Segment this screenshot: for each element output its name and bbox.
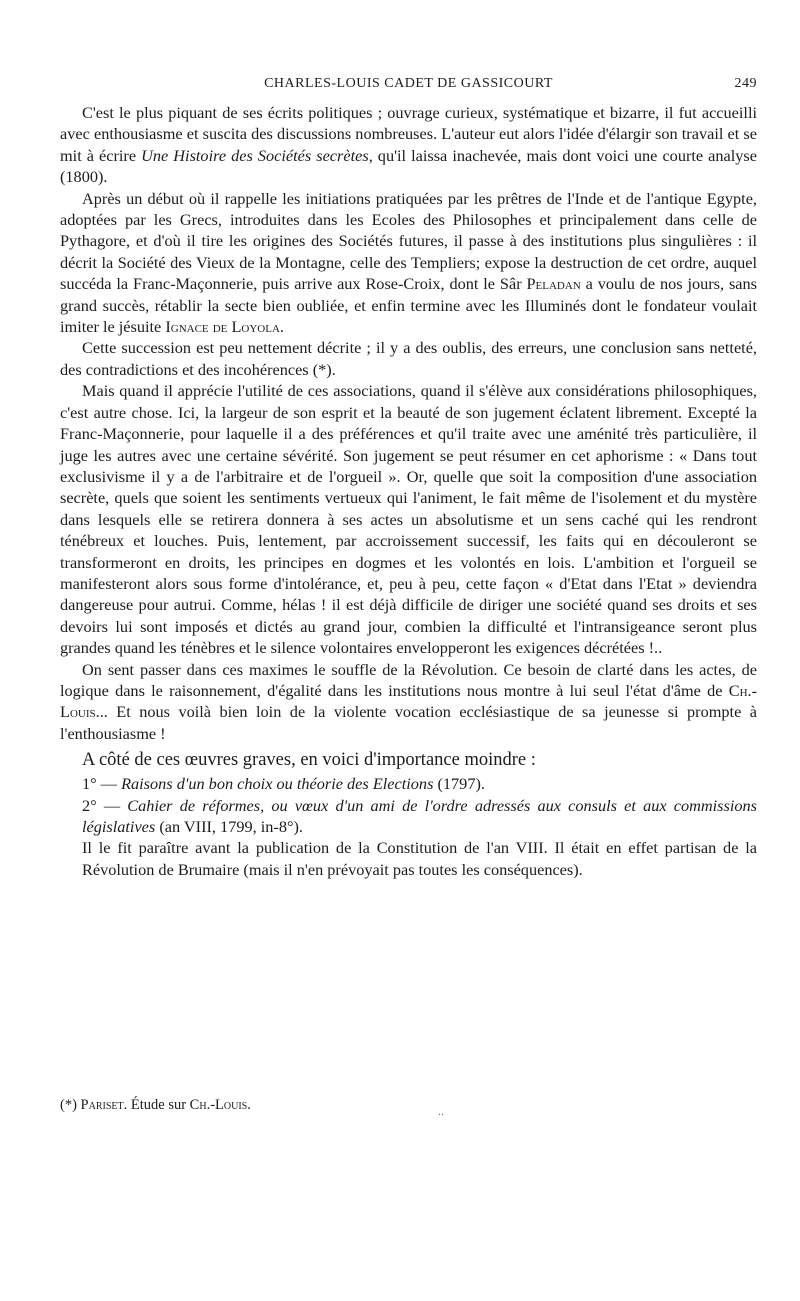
text-run: C'est le plus piquant de ses écrits politiques ; ouvrage curieux, systématique et bizarre, il fut accueilli avec enthousiasme et suscita des discussions nombreuses. L'auteur eut alors l'idée d'élargir son travail et se mit à écrire [60, 103, 757, 165]
paragraph-5 [60, 659, 757, 745]
text-run: Cette succession est peu nettement décrite ; il y a des oublis, des erreurs, une conclusion sans netteté, des contradictions et des incohérences (*). [60, 338, 757, 379]
small-caps-run: Ch.-Louis [189, 1097, 248, 1113]
stray-mark: .. [438, 1104, 444, 1118]
italic-run: Raisons d'un bon choix ou théorie des Elections [121, 774, 434, 794]
text-run: (1797). [433, 774, 485, 794]
small-caps-run: Ch.-Louis [60, 680, 757, 722]
text-run: Il le fit paraître avant la publication de la Constitution de l'an VIII. Il était en effet partisan de la Révolution de Brumaire (mais il n'en prévoyait pas toutes les conséquences). [82, 838, 757, 879]
text-run: ... Et nous voilà bien loin de la violente vocation ecclésiastique de sa jeunesse si prompte à l'enthousiasme ! [60, 702, 757, 743]
running-title: CHARLES-LOUIS CADET DE GASSICOURT [264, 76, 553, 91]
footnote [60, 1095, 757, 1115]
text-run: 1° — [82, 774, 122, 794]
running-header [60, 76, 757, 96]
text-run: . [247, 1097, 251, 1113]
italic-run: Une Histoire des Sociétés secrètes [141, 145, 369, 165]
paragraph-4 [60, 380, 757, 658]
text-run: . [279, 317, 284, 337]
text-run: (an VIII, 1799, in-8°). [155, 817, 303, 836]
text-run: A côté de ces œuvres graves, en voici d'importance moindre : [82, 750, 536, 771]
text-run: On sent passer dans ces maximes le souffle de la Révolution. Ce besoin de clarté dans les actes, de logique dans le raisonnement, d'égalité dans les institutions nous montre à lui seul l'état d'âme de [60, 659, 757, 700]
text-run: (*) [60, 1097, 81, 1113]
paragraph-7 [60, 837, 757, 880]
body-text [60, 102, 757, 880]
text-run: . Étude sur [123, 1097, 190, 1113]
list-item-2 [60, 795, 757, 838]
text-run: Mais quand il apprécie l'utilité de ces associations, quand il s'élève aux considérations philosophiques, c'est autre chose. Ici, la largeur de son esprit et la beauté de son jugement éclatent librement. Excepté la Franc-Maçonnerie, pour laquelle il a des préférences et qu'il traite avec une aménité très particulière, il juge les autres avec une certaine sévérité. Son jugement se peut résumer en cet aphorisme : « Dans tout exclusivisme il y a de l'arbitraire et de l'orgueil ». Or, quelle que soit la composition d'une association secrète, quels que soient les sentiments vertueux qui l'animent, le fait même de l'isolement et du mystère dans lesquels elle se retirera donnera à ses actes un absolutisme et un sens caché qui les rendront ténébreux et louches. Puis, lentement, par accroissement successif, les faits qui en découleront se transformeront en droits, les principes en dogmes et les volontés en lois. L'ambition et l'orgueil se manifesteront alors sous forme d'intolérance, et, peu à peu, cette façon « d'Etat dans l'Etat » deviendra dangereuse pour autrui. Comme, hélas ! il est déjà difficile de diriger une société quand ses droits et ses devoirs lui sont imposés et dictés au grand jour, combien la difficulté et l'intransigeance seront plus grandes quand les ténèbres et le silence volontaires envelopperont les exigences décrétées !.. [60, 381, 757, 658]
text-run: a voulu de nos jours, sans grand succès, rétablir la secte bien oubliée, et enfin termine avec les Illuminés dont le fondateur voulait imiter le jésuite [60, 274, 758, 337]
paragraph-1 [60, 102, 757, 188]
list-item-1 [60, 773, 757, 794]
text-run: , qu'il laissa inachevée, mais dont voici une courte analyse (1800). [60, 145, 757, 187]
small-caps-run: Peladan [526, 274, 581, 294]
paragraph-3 [60, 337, 757, 380]
paragraph-2 [60, 188, 757, 338]
text-run: 2° — [82, 795, 128, 815]
text-run: Après un début où il rappelle les initiations pratiquées par les prêtres de l'Inde et de l'antique Egypte, adoptées par les Grecs, introduites dans les Ecoles des Philosophes et principalement dans celle de Pythagore, et d'où il tire les origines des Sociétés futures, il passe à des institutions plus singulières : il décrit la Société des Vieux de la Montagne, celle des Templiers; expose la destruction de cet ordre, auquel succéda la Franc-Maçonnerie, puis arrive aux Rose-Croix, dont le Sâr [60, 188, 757, 294]
paragraph-6 [60, 748, 757, 773]
italic-run: Cahier de réformes, ou vœux d'un ami de l'ordre adressés aux consuls et aux commissions législatives [82, 795, 757, 836]
small-caps-run: Ignace de Loyola [165, 317, 280, 337]
page-number: 249 [734, 76, 757, 91]
small-caps-run: Pariset [80, 1097, 124, 1113]
